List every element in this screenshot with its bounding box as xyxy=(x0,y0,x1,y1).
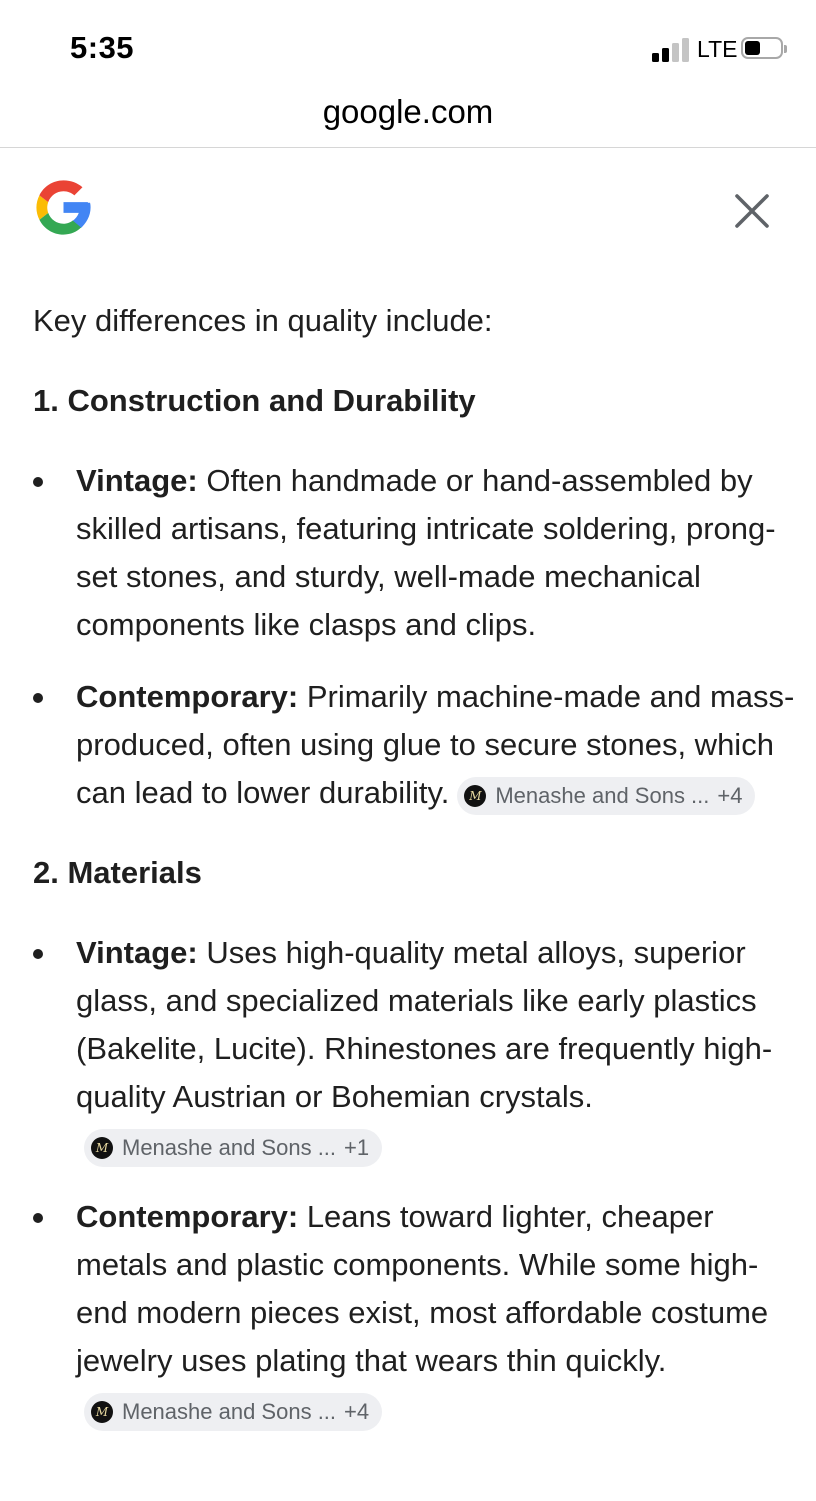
header-divider xyxy=(0,147,816,148)
menashe-favicon-icon: M xyxy=(91,1401,113,1423)
menashe-favicon-icon: M xyxy=(91,1137,113,1159)
section-heading-construction: 1. Construction and Durability xyxy=(33,383,476,418)
status-bar xyxy=(0,0,816,90)
intro-text: Key differences in quality include: xyxy=(33,303,493,338)
battery-icon xyxy=(741,37,787,61)
url-bar[interactable]: google.com xyxy=(322,93,494,130)
close-icon[interactable] xyxy=(733,192,771,230)
construction-list xyxy=(33,457,803,817)
source-chip[interactable]: M Menashe and Sons ... +4 xyxy=(457,777,755,815)
list-item: Contemporary: Primarily machine-made and mass-produced, often using glue to secure stones, which can lead to lower durability. M Menashe and Sons ... +4 xyxy=(33,673,803,817)
google-g-logo-icon xyxy=(31,175,96,240)
source-chip[interactable]: M Menashe and Sons ... +1 xyxy=(84,1129,382,1167)
cellular-signal-icon xyxy=(652,38,692,62)
list-item: Vintage: Often handmade or hand-assembled by skilled artisans, featuring intricate soldering, prong-set stones, and sturdy, well-made mechanical components like clasps and clips. xyxy=(33,457,803,649)
materials-list xyxy=(33,929,803,1433)
status-time: 5:35 xyxy=(70,30,135,65)
network-type: LTE xyxy=(697,36,738,62)
menashe-favicon-icon: M xyxy=(464,785,486,807)
source-chip[interactable]: M Menashe and Sons ... +4 xyxy=(84,1393,382,1431)
list-item: Contemporary: Leans toward lighter, cheaper metals and plastic components. While some high-end modern pieces exist, most affordable costume jewelry uses plating that wears thin quickly. M Menashe and Sons ... +4 xyxy=(33,1193,803,1433)
section-heading-materials: 2. Materials xyxy=(33,855,202,890)
list-item: Vintage: Uses high-quality metal alloys, superior glass, and specialized materials like early plastics (Bakelite, Lucite). Rhinestones are frequently high-quality Austrian or Bohemian crystals. M Menashe and Sons ... +1 xyxy=(33,929,803,1169)
ai-overview-content xyxy=(33,297,803,1433)
